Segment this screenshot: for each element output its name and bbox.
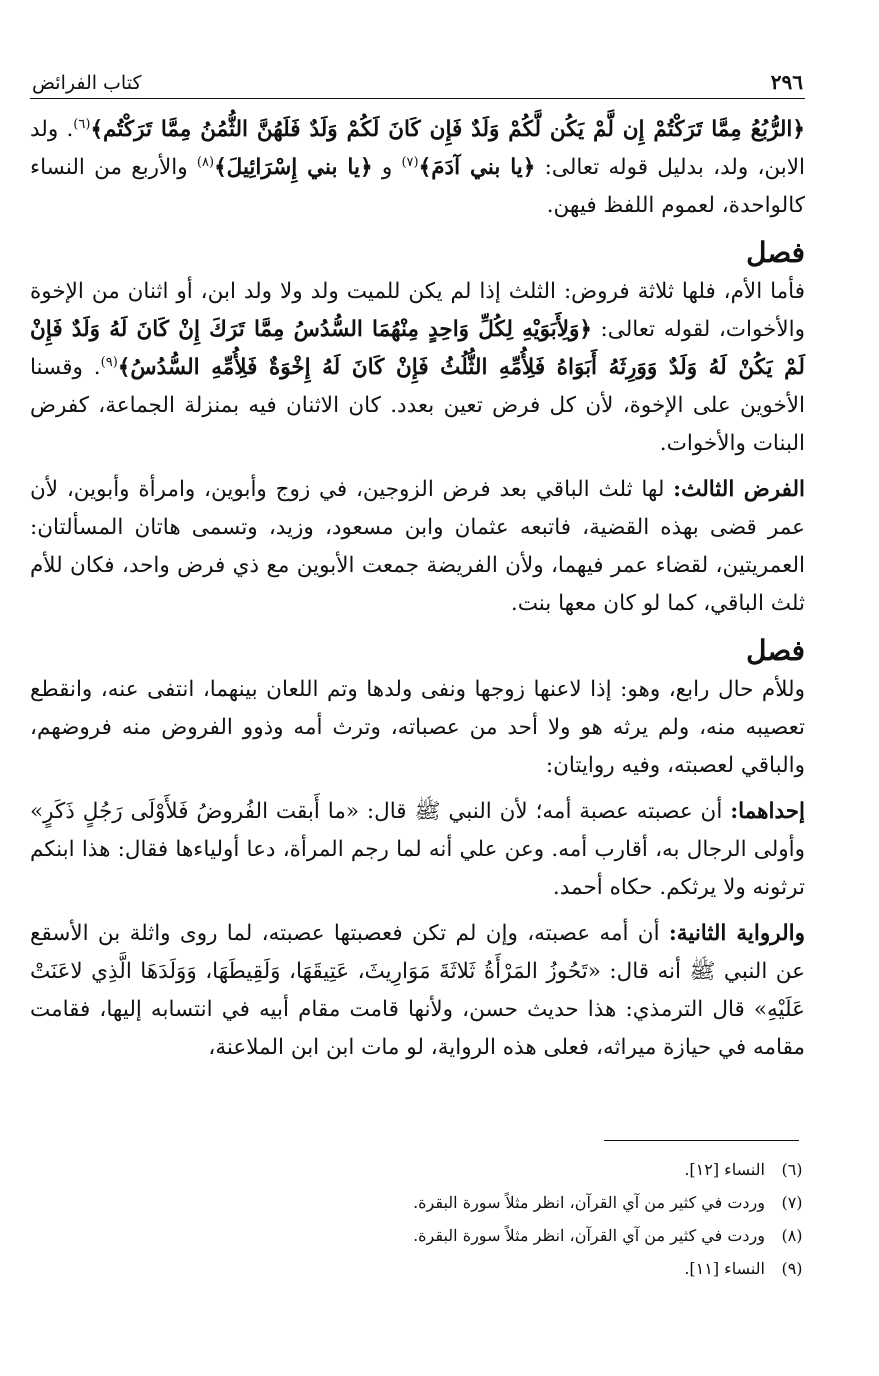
footnote-item (30, 1252, 805, 1285)
quran-verse: ﴿وَلِأَبَوَيْهِ لِكُلِّ وَاحِدٍ مِنْهُمَا السُّدُسُ مِمَّا تَرَكَ إِنْ كَانَ لَهُ وَلَدٌ فَإِنْ لَمْ يَكُنْ لَهُ وَلَدٌ وَوَرِثَهُ أَبَوَاهُ فَلِأُمِّهِ الثُّلُثُ فَإِنْ كَانَ لَهُ إِخْوَةٌ فَلِأُمِّهِ السُّدُسُ﴾ (30, 317, 805, 380)
paragraph-text: . ولد الابن، ولد، بدليل قوله تعالى: (30, 117, 806, 180)
footnote-item (30, 1219, 805, 1252)
footnote-ref[interactable]: (٦) (73, 116, 91, 132)
footnote-number: (٧) (781, 1193, 803, 1212)
paragraph-lead: إحداهما: (730, 799, 805, 824)
footnote-text: وردت في كثير من آي القرآن، انظر مثلاً سورة البقرة. (413, 1193, 765, 1212)
paragraph-text: أن عصبته عصبة أمه؛ لأن النبي ﷺ قال: «ما أَبقت الفُروضُ فَلأَوْلَى رَجُلٍ ذَكَرٍ» وأولى الرجال به، أقارب أمه. وعن علي أنه لما رجم المرأة، دعا أولياءها فقال: هذا ابنكم ترثونه ولا يرثكم. حكاه أحمد. (30, 799, 805, 900)
footnotes (30, 1153, 805, 1285)
section-paragraph (30, 793, 805, 907)
footnote-item (30, 1186, 805, 1219)
quran-verse: ﴿يا بني آدَمَ﴾ (418, 155, 536, 180)
section-paragraph (30, 471, 805, 623)
paragraph-text: . وقسنا الأخوين على الإخوة، لأن كل فرض تعين بعدد. كان الاثنان فيه بمنزلة الجماعة، كفرض البنات والأخوات. (30, 355, 805, 456)
footnote-number: (٨) (781, 1226, 803, 1245)
paragraph-lead: والرواية الثانية: (668, 921, 805, 946)
footnote-text: النساء [١٢]. (684, 1160, 765, 1179)
page-number: ٢٩٦ (770, 70, 803, 94)
footnote-ref[interactable]: (٧) (401, 154, 419, 170)
quran-verse: ﴿الرُّبُعُ مِمَّا تَرَكْتُمْ إِن لَّمْ يَكُن لَّكُمْ وَلَدٌ فَإِن كَانَ لَكُمْ وَلَدٌ فَلَهُنَّ الثُّمُنُ مِمَّا تَرَكْتُم﴾ (90, 117, 805, 142)
footnote-item (30, 1153, 805, 1186)
paragraph-text: أن أمه عصبته، وإن لم تكن فعصبتها عصبته، لما روى واثلة بن الأسقع عن النبي ﷺ أنه قال: «تَحُوزُ المَرْأَةُ ثَلاثَةَ مَوَارِيثَ، عَتِيقَهَا، وَلَقِيطَهَا، وَوَلَدَهَا الَّذِي لاعَنَتْ عَلَيْهِ» قال الترمذي: هذا حديث حسن، ولأنها قامت مقام أبيه في انتسابه إليها، فقامت مقامه في حيازة ميراثه، فعلى هذه الرواية، لو مات ابن ابن الملاعنة، (30, 921, 805, 1060)
footnote-number: (٦) (781, 1160, 803, 1179)
footnote-ref[interactable]: (٨) (196, 154, 215, 170)
document-page (30, 60, 805, 1075)
paragraph-text: فأما الأم، فلها ثلاثة فروض: الثلث إذا لم يكن للميت ولد ولا ولد ابن، أو اثنان من الإخوة والأخوات، لقوله تعالى: (30, 279, 806, 342)
section-paragraph (30, 671, 805, 785)
paragraph-text: وللأم حال رابع، وهو: إذا لاعنها زوجها ونفى ولدها وتم اللعان بينهما، انتفى عنه، وانقطع تعصيبه منه، ولم يرثه هو ولا أحد من عصباته، وترث أمه وذوو الفروض منه فروضهم، والباقي لعصبته، وفيه روايتان: (30, 677, 805, 778)
footnote-text: النساء [١١]. (684, 1259, 765, 1278)
footnote-ref[interactable]: (٩) (100, 354, 118, 370)
paragraph-text: لها ثلث الباقي بعد فرض الزوجين، في زوج وأبوين، وامرأة وأبوين، لأن عمر قضى بهذه القضية، فاتبعه عثمان وابن مسعود، وزيد، وتسمى هاتان المسألتان: العمريتين، لقضاء عمر فيهما، ولأن الفريضة جمعت الأبوين مع ذي فرض واحد، فكان للأم ثلث الباقي، كما لو كان معها بنت. (30, 477, 805, 616)
paragraph-text: والأربع من النساء كالواحدة، لعموم اللفظ فيهن. (30, 155, 805, 218)
paragraph-text: و (372, 155, 402, 180)
footnote-number: (٩) (781, 1259, 803, 1278)
section-title: فصل (746, 634, 805, 667)
footnote-text: وردت في كثير من آي القرآن، انظر مثلاً سورة البقرة. (413, 1226, 765, 1245)
section-paragraph (30, 915, 805, 1067)
opening-paragraph (30, 111, 805, 225)
page-header (30, 60, 805, 99)
book-title: كتاب الفرائض (32, 72, 142, 94)
main-text (30, 111, 805, 1067)
paragraph-lead: الفرض الثالث: (673, 477, 805, 502)
section-title: فصل (746, 236, 805, 269)
footnote-divider (604, 1140, 799, 1141)
section-paragraph (30, 273, 805, 463)
quran-verse: ﴿يا بني إِسْرَائِيلَ﴾ (214, 155, 373, 180)
